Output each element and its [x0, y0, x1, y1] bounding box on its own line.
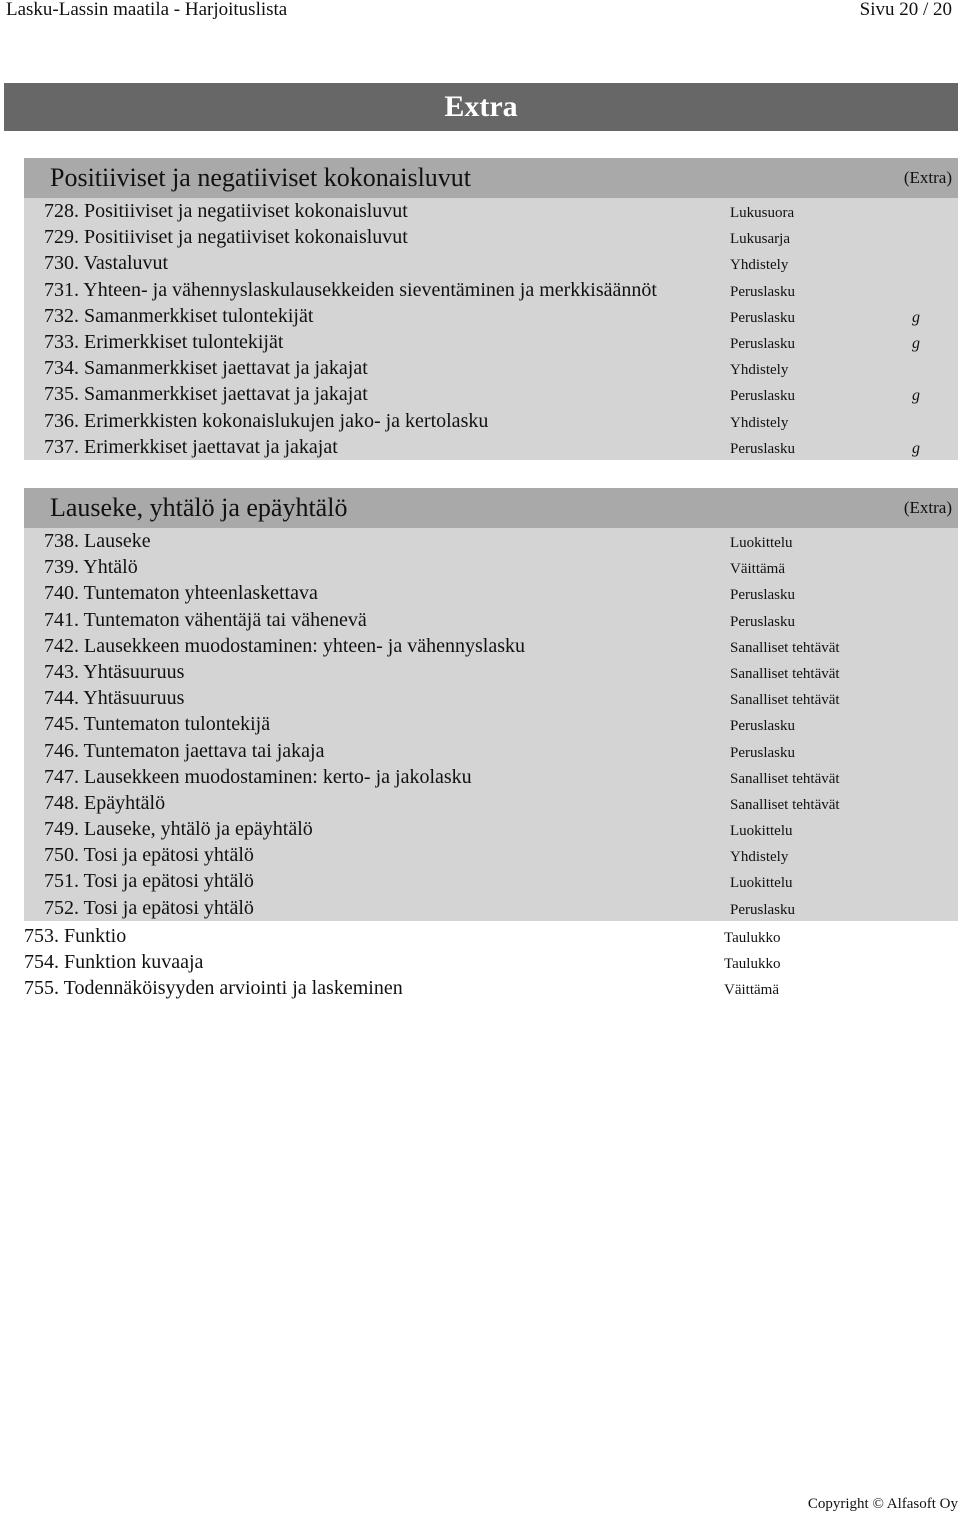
exercise-list	[24, 198, 958, 460]
exercise-row[interactable]	[24, 381, 958, 407]
exercise-row[interactable]	[24, 895, 958, 921]
exercise-label: 749. Lauseke, yhtälö ja epäyhtälö	[44, 818, 313, 841]
exercise-row[interactable]	[24, 738, 958, 764]
exercise-category: Luokittelu	[730, 823, 793, 840]
exercise-category: Peruslasku	[730, 440, 795, 457]
exercise-category: Taulukko	[724, 930, 781, 946]
exercise-category: Peruslasku	[730, 388, 795, 405]
exercise-row[interactable]	[24, 554, 958, 580]
exercise-category: Peruslasku	[730, 309, 795, 326]
exercise-mark: g	[912, 387, 920, 405]
exercise-category: Peruslasku	[730, 283, 795, 300]
exercise-category: Peruslasku	[730, 744, 795, 761]
exercise-label: 755. Todennäköisyyden arviointi ja laskeminen	[24, 977, 403, 1000]
exercise-list	[24, 528, 958, 921]
exercise-row[interactable]	[24, 607, 958, 633]
page-header	[0, 0, 960, 30]
exercise-label: 753. Funktio	[24, 925, 127, 947]
exercise-category: Sanalliset tehtävät	[730, 692, 840, 709]
exercise-row[interactable]	[24, 711, 958, 737]
exercise-label: 750. Tosi ja epätosi yhtälö	[44, 844, 254, 867]
section-positive-negative-integers	[24, 158, 958, 460]
exercise-label: 752. Tosi ja epätosi yhtälö	[44, 896, 254, 919]
exercise-row[interactable]	[24, 434, 958, 460]
exercise-mark: g	[912, 439, 920, 457]
section-tag: (Extra)	[903, 168, 952, 187]
exercise-label: 731. Yhteen- ja vähennyslaskulausekkeiden sieventäminen ja merkkisäännöt	[44, 278, 657, 301]
exercise-row[interactable]	[24, 790, 958, 816]
exercise-category: Yhdistely	[730, 257, 789, 274]
exercise-row[interactable]	[24, 842, 958, 868]
exercise-row[interactable]	[24, 975, 958, 1001]
exercise-label: 737. Erimerkkiset jaettavat ja jakajat	[44, 435, 338, 458]
exercise-label: 740. Tuntematon yhteenlaskettava	[44, 582, 318, 605]
page-number: Sivu 20 / 20	[859, 0, 952, 20]
section-header	[24, 158, 958, 198]
exercise-row[interactable]	[24, 685, 958, 711]
exercise-row[interactable]	[24, 277, 958, 303]
exercise-category: Peruslasku	[730, 613, 795, 630]
exercise-row[interactable]	[24, 764, 958, 790]
exercise-label: 741. Tuntematon vähentäjä tai vähenevä	[44, 608, 367, 631]
exercise-row[interactable]	[24, 580, 958, 606]
exercise-row[interactable]	[24, 949, 958, 975]
exercise-category: Peruslasku	[730, 587, 795, 604]
exercise-row[interactable]	[24, 329, 958, 355]
exercise-label: 745. Tuntematon tulontekijä	[44, 713, 271, 736]
exercise-row[interactable]	[24, 923, 958, 949]
exercise-category: Peruslasku	[730, 901, 795, 918]
exercise-label: 733. Erimerkkiset tulontekijät	[44, 330, 284, 353]
section-tag: (Extra)	[903, 498, 952, 517]
exercise-row[interactable]	[24, 816, 958, 842]
section-expression-equation-inequality	[24, 488, 958, 921]
exercise-label: 742. Lausekkeen muodostaminen: yhteen- ja vähennyslasku	[44, 634, 525, 657]
exercise-mark: g	[912, 308, 920, 326]
exercise-row[interactable]	[24, 633, 958, 659]
exercise-category: Sanalliset tehtävät	[730, 639, 840, 656]
exercise-label: 739. Yhtälö	[44, 556, 138, 579]
exercise-label: 730. Vastaluvut	[44, 252, 169, 275]
exercise-category: Taulukko	[724, 956, 781, 973]
exercise-category: Peruslasku	[730, 718, 795, 735]
exercise-category: Yhdistely	[730, 849, 789, 866]
exercise-row[interactable]	[24, 408, 958, 434]
exercise-label: 754. Funktion kuvaaja	[24, 951, 204, 974]
exercise-category: Yhdistely	[730, 414, 789, 431]
exercise-row[interactable]	[24, 528, 958, 554]
exercise-mark: g	[912, 334, 920, 352]
exercise-category: Sanalliset tehtävät	[730, 796, 840, 813]
exercise-label: 744. Yhtäsuuruus	[44, 687, 185, 710]
exercise-label: 738. Lauseke	[44, 530, 151, 552]
document-title: Lasku-Lassin maatila - Harjoituslista	[6, 0, 288, 20]
exercise-label: 728. Positiiviset ja negatiiviset kokonaisluvut	[44, 200, 408, 222]
exercise-row[interactable]	[24, 868, 958, 894]
exercise-label: 746. Tuntematon jaettava tai jakaja	[44, 739, 325, 762]
exercise-category: Väittämä	[730, 561, 785, 578]
exercise-label: 735. Samanmerkkiset jaettavat ja jakajat	[44, 383, 368, 406]
extra-banner: Extra	[4, 83, 958, 131]
exercise-row[interactable]	[24, 659, 958, 685]
section-title: Positiiviset ja negatiiviset kokonaisluvut	[50, 163, 472, 192]
exercise-label: 732. Samanmerkkiset tulontekijät	[44, 304, 314, 327]
exercise-category: Väittämä	[724, 982, 779, 999]
exercise-category: Luokittelu	[730, 535, 793, 551]
exercise-label: 736. Erimerkkisten kokonaislukujen jako- ja kertolasku	[44, 409, 489, 432]
exercise-category: Luokittelu	[730, 875, 793, 892]
exercise-row[interactable]	[24, 355, 958, 381]
exercise-label: 747. Lausekkeen muodostaminen: kerto- ja jakolasku	[44, 765, 472, 788]
exercise-row[interactable]	[24, 198, 958, 224]
exercise-category: Sanalliset tehtävät	[730, 770, 840, 787]
exercise-label: 751. Tosi ja epätosi yhtälö	[44, 870, 254, 893]
exercise-category: Lukusuora	[730, 205, 795, 221]
exercise-row[interactable]	[24, 303, 958, 329]
exercise-label: 729. Positiiviset ja negatiiviset kokonaisluvut	[44, 226, 408, 249]
exercise-category: Lukusarja	[730, 231, 790, 248]
exercise-row[interactable]	[24, 250, 958, 276]
copyright-footer: Copyright © Alfasoft Oy	[807, 1496, 958, 1512]
exercise-category: Yhdistely	[730, 362, 789, 379]
plain-exercise-list	[24, 923, 958, 1002]
exercise-category: Peruslasku	[730, 335, 795, 352]
section-title: Lauseke, yhtälö ja epäyhtälö	[50, 493, 348, 522]
section-header	[24, 488, 958, 528]
exercise-label: 734. Samanmerkkiset jaettavat ja jakajat	[44, 357, 368, 380]
exercise-label: 743. Yhtäsuuruus	[44, 660, 185, 683]
exercise-category: Sanalliset tehtävät	[730, 665, 840, 682]
exercise-row[interactable]	[24, 224, 958, 250]
exercise-label: 748. Epäyhtälö	[44, 791, 166, 814]
